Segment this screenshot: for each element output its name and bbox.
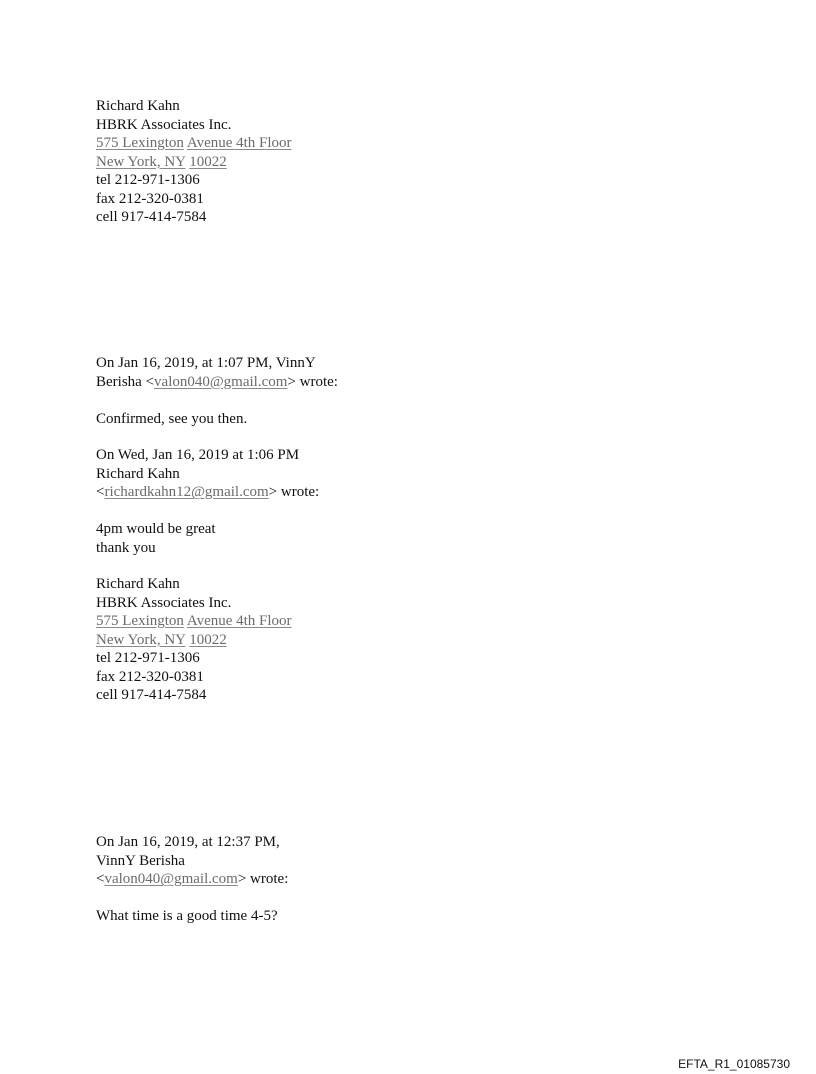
zip-link[interactable]: 10022 <box>189 153 227 170</box>
email-link[interactable]: richardkahn12@gmail.com <box>104 484 269 500</box>
blank-line <box>96 889 288 908</box>
reply-header-email-line <box>96 373 338 392</box>
signature-fax: fax 212-320-0381 <box>96 190 204 207</box>
reply-header-line: On Jan 16, 2019, at 1:07 PM, VinnY <box>96 355 316 371</box>
reply-block-3 <box>96 833 288 926</box>
reply-header-email-line <box>96 483 319 502</box>
reply-body-line: thank you <box>96 539 156 556</box>
signature-block-1 <box>96 97 292 227</box>
reply-body: What time is a good time 4-5? <box>96 908 278 924</box>
reply-body: Confirmed, see you then. <box>96 410 248 427</box>
signature-city <box>96 153 292 172</box>
signature-address <box>96 612 292 631</box>
reply-header-email-line <box>96 870 288 889</box>
email-link[interactable]: valon040@gmail.com <box>154 373 288 390</box>
signature-name: Richard Kahn <box>96 98 180 114</box>
address-link-avenue[interactable]: Avenue 4th Floor <box>186 135 292 151</box>
signature-tel: tel 212-971-1306 <box>96 650 200 666</box>
blank-line <box>96 502 319 521</box>
signature-city <box>96 631 292 650</box>
reply-header-prefix: < <box>96 484 105 500</box>
email-link[interactable]: valon040@gmail.com <box>104 871 238 887</box>
city-link[interactable]: New York, NY <box>96 153 186 170</box>
reply-body-line: 4pm would be great <box>96 521 216 537</box>
signature-block-2 <box>96 575 292 705</box>
reply-header-suffix: > wrote: <box>268 484 320 500</box>
reply-block-2 <box>96 446 319 557</box>
reply-block-1 <box>96 354 338 428</box>
reply-header-suffix: > wrote: <box>287 373 338 390</box>
signature-fax: fax 212-320-0381 <box>96 668 204 685</box>
city-link[interactable]: New York, NY <box>96 631 186 648</box>
signature-company: HBRK Associates Inc. <box>96 116 232 133</box>
reply-header-prefix: < <box>96 871 105 887</box>
signature-tel: tel 212-971-1306 <box>96 172 200 188</box>
address-link-lexington[interactable]: 575 Lexington <box>96 613 184 629</box>
reply-header-line: On Jan 16, 2019, at 12:37 PM, <box>96 834 280 850</box>
signature-address <box>96 134 292 153</box>
reply-header-suffix: > wrote: <box>237 871 289 887</box>
signature-cell: cell 917-414-7584 <box>96 209 207 225</box>
document-id: EFTA_R1_01085730 <box>678 1057 790 1071</box>
reply-header-prefix: Berisha < <box>96 373 155 390</box>
reply-header-sender: VinnY Berisha <box>96 852 185 869</box>
address-link-avenue[interactable]: Avenue 4th Floor <box>186 613 292 629</box>
reply-header-sender: Richard Kahn <box>96 465 180 482</box>
address-link-lexington[interactable]: 575 Lexington <box>96 135 184 151</box>
signature-company: HBRK Associates Inc. <box>96 594 232 611</box>
reply-header-line: On Wed, Jan 16, 2019 at 1:06 PM <box>96 447 300 463</box>
blank-line <box>96 391 338 410</box>
signature-cell: cell 917-414-7584 <box>96 687 207 703</box>
zip-link[interactable]: 10022 <box>189 631 227 648</box>
signature-name: Richard Kahn <box>96 576 180 592</box>
